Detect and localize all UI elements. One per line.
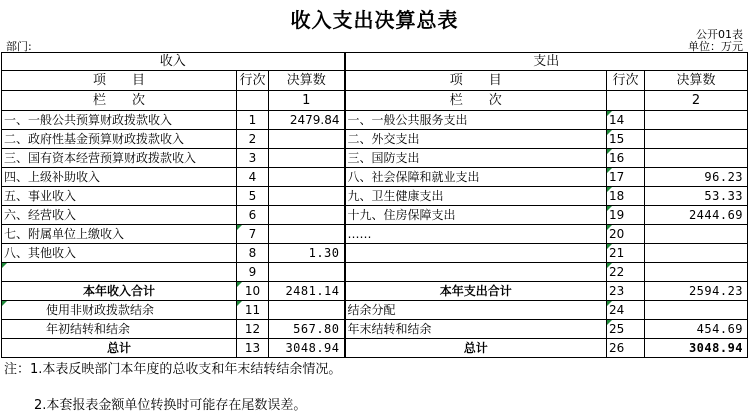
year-total-row [2, 282, 748, 301]
expense-value [645, 263, 748, 282]
table-row [2, 225, 748, 244]
income-value [269, 263, 345, 282]
note-2: 2.本套报表金额单位转换时可能存在尾数误差。 [34, 398, 307, 413]
income-value [269, 149, 345, 168]
expense-label: 三、国防支出 [345, 149, 607, 168]
blank-cell [237, 91, 269, 111]
expense-grand-total-value: 3048.94 [645, 339, 748, 358]
income-line-no: 4 [237, 168, 269, 187]
section-header-row [2, 53, 748, 71]
income-grand-total-line-no: 13 [237, 339, 269, 358]
expense-value [645, 130, 748, 149]
expense-value: 53.33 [645, 187, 748, 206]
column-label-income: 栏 次 [2, 91, 237, 111]
note-1: 注：1.本表反映部门本年度的总收支和年末结转结余情况。 [4, 362, 342, 377]
income-grand-total-value: 3048.94 [269, 339, 345, 358]
expense-year-total-value: 2594.23 [645, 282, 748, 301]
blank-cell [607, 91, 645, 111]
income-value: 2479.84 [269, 111, 345, 130]
income-year-total-line-no: 10 [237, 282, 269, 301]
income-value [269, 206, 345, 225]
income-value [269, 187, 345, 206]
income-year-total-label: 本年收入合计 [2, 282, 237, 301]
income-line-no: 5 [237, 187, 269, 206]
income-label: 七、附属单位上缴收入 [2, 225, 237, 244]
income-line-no: 11 [237, 301, 269, 320]
column-number-income: 1 [269, 91, 345, 111]
table-row [2, 168, 748, 187]
expense-label [345, 244, 607, 263]
income-value [269, 168, 345, 187]
column-index-row [2, 91, 748, 111]
expense-label: 结余分配 [345, 301, 607, 320]
expense-year-total-label: 本年支出合计 [345, 282, 607, 301]
expense-label: 八、社会保障和就业支出 [345, 168, 607, 187]
column-label-expense: 栏 次 [345, 91, 607, 111]
expense-line-no: 17 [607, 168, 645, 187]
income-line-no: 9 [237, 263, 269, 282]
income-label: 八、其他收入 [2, 244, 237, 263]
table-row [2, 320, 748, 339]
notes [4, 360, 342, 413]
expense-line-no: 22 [607, 263, 645, 282]
income-line-no: 8 [237, 244, 269, 263]
form-number: 公开01表 [696, 28, 743, 41]
header-amount-expense: 决算数 [645, 71, 748, 91]
expense-line-no: 14 [607, 111, 645, 130]
header-item-income: 项 目 [2, 71, 237, 91]
income-line-no: 3 [237, 149, 269, 168]
expense-value: 96.23 [645, 168, 748, 187]
table-row [2, 206, 748, 225]
expense-value: 454.69 [645, 320, 748, 339]
expense-value [645, 111, 748, 130]
income-year-total-value: 2481.14 [269, 282, 345, 301]
header-line-no-expense: 行次 [607, 71, 645, 91]
expense-grand-total-line-no: 26 [607, 339, 645, 358]
header-item-expense: 项 目 [345, 71, 607, 91]
income-label: 四、上级补助收入 [2, 168, 237, 187]
table-row [2, 130, 748, 149]
table-row [2, 301, 748, 320]
income-label [2, 263, 237, 282]
income-value [269, 130, 345, 149]
report-title: 收入支出决算总表 [290, 8, 459, 32]
expense-label: 一、一般公共服务支出 [345, 111, 607, 130]
table-row [2, 149, 748, 168]
table-row [2, 111, 748, 130]
section-income: 收入 [2, 53, 345, 71]
expense-label: …… [345, 225, 607, 244]
header-line-no-income: 行次 [237, 71, 269, 91]
expense-line-no: 16 [607, 149, 645, 168]
expense-label: 年末结转和结余 [345, 320, 607, 339]
expense-label: 十九、住房保障支出 [345, 206, 607, 225]
header-amount-income: 决算数 [269, 71, 345, 91]
expense-line-no: 19 [607, 206, 645, 225]
expense-value [645, 225, 748, 244]
income-line-no: 2 [237, 130, 269, 149]
unit-label: 单位：万元 [688, 40, 743, 53]
income-label: 年初结转和结余 [2, 320, 237, 339]
income-line-no: 7 [237, 225, 269, 244]
income-label: 五、事业收入 [2, 187, 237, 206]
income-value [269, 225, 345, 244]
income-label: 六、经营收入 [2, 206, 237, 225]
income-expense-table [1, 52, 748, 358]
expense-line-no: 18 [607, 187, 645, 206]
expense-label: 九、卫生健康支出 [345, 187, 607, 206]
income-line-no: 1 [237, 111, 269, 130]
income-grand-total-label: 总计 [2, 339, 237, 358]
column-header-row [2, 71, 748, 91]
expense-value: 2444.69 [645, 206, 748, 225]
expense-value [645, 149, 748, 168]
income-label: 三、国有资本经营预算财政拨款收入 [2, 149, 237, 168]
income-label: 二、政府性基金预算财政拨款收入 [2, 130, 237, 149]
section-expense: 支出 [345, 53, 748, 71]
income-label: 一、一般公共预算财政拨款收入 [2, 111, 237, 130]
income-line-no: 12 [237, 320, 269, 339]
expense-value [645, 244, 748, 263]
table-row [2, 244, 748, 263]
income-value: 1.30 [269, 244, 345, 263]
expense-line-no: 25 [607, 320, 645, 339]
income-line-no: 6 [237, 206, 269, 225]
expense-line-no: 24 [607, 301, 645, 320]
department-label: 部门: [6, 40, 32, 53]
income-label: 使用非财政拨款结余 [2, 301, 237, 320]
table-row [2, 263, 748, 282]
expense-line-no: 21 [607, 244, 645, 263]
expense-label: 二、外交支出 [345, 130, 607, 149]
grand-total-row [2, 339, 748, 358]
table-row [2, 187, 748, 206]
expense-line-no: 20 [607, 225, 645, 244]
expense-label [345, 263, 607, 282]
expense-year-total-line-no: 23 [607, 282, 645, 301]
income-value [269, 301, 345, 320]
income-value: 567.80 [269, 320, 345, 339]
expense-value [645, 301, 748, 320]
column-number-expense: 2 [645, 91, 748, 111]
expense-line-no: 15 [607, 130, 645, 149]
expense-grand-total-label: 总计 [345, 339, 607, 358]
